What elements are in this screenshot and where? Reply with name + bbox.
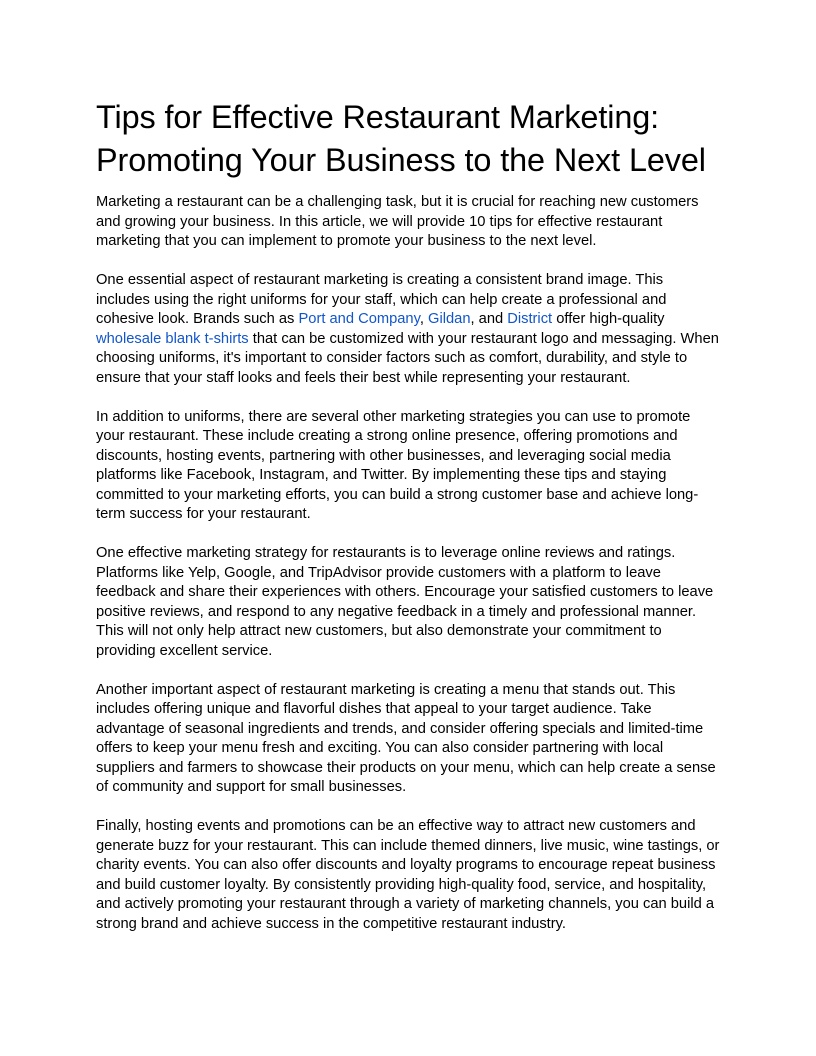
port-and-company-link[interactable]: Port and Company xyxy=(298,311,420,327)
title-line-1: Tips for Effective Restaurant Marketing: xyxy=(96,99,660,135)
wholesale-blank-tshirts-link[interactable]: wholesale blank t-shirts xyxy=(96,330,249,347)
title-line-2: Promoting Your Business to the Next Level xyxy=(96,142,706,178)
reviews-paragraph: One effective marketing strategy for restaurants is to leverage online reviews and ratings. Platforms like Yelp, Google, and TripAdvisor provide customers with a platform to leave feedback and share their experiences with others. Encourage your satisfied customers to leave positive reviews, and respond to any negative feedback in a timely and professional manner. This will not only help attract new customers, but also demonstrate your commitment to providing excellent service. xyxy=(96,545,714,659)
gildan-link[interactable]: Gildan xyxy=(428,311,471,327)
brand-text-3: that can be customized with your restaurant logo and messaging. When choosing uniforms, it's important to consider factors such as comfort, durability, and style to ensure that your staff looks and feels their best while representing your restaurant. xyxy=(96,330,719,386)
events-paragraph: Finally, hosting events and promotions can be an effective way to attract new customers and generate buzz for your restaurant. This can include themed dinners, live music, wine tastings, or charity events. You can also offer discounts and loyalty programs to encourage repeat business and build customer loyalty. By consistently providing high-quality food, service, and hospitality, and actively promoting your restaurant through a variety of marketing channels, you can build a strong brand and achieve success in the competitive restaurant industry. xyxy=(96,818,720,932)
strategies-paragraph: In addition to uniforms, there are several other marketing strategies you can use to promote your restaurant. These include creating a strong online presence, offering promotions and discounts, hosting events, partnering with other businesses, and leveraging social media platforms like Facebook, Instagram, and Twitter. By implementing these tips and staying committed to your marketing efforts, you can build a strong customer base and achieve long-term success for your restaurant. xyxy=(96,408,699,522)
district-link[interactable]: District xyxy=(507,311,553,327)
brand-paragraph xyxy=(96,271,720,388)
brand-text-2: offer high-quality xyxy=(552,311,665,327)
brand-separator-2: , and xyxy=(470,311,508,327)
brand-separator-1: , xyxy=(419,311,429,327)
intro-paragraph: Marketing a restaurant can be a challenging task, but it is crucial for reaching new customers and growing your business. In this article, we will provide 10 tips for effective restaurant marketing that you can implement to promote your business to the next level. xyxy=(96,194,699,249)
menu-paragraph: Another important aspect of restaurant marketing is creating a menu that stands out. This includes offering unique and flavorful dishes that appeal to your target audience. Take advantage of seasonal ingredients and trends, and consider offering specials and limited-time offers to keep your menu fresh and exciting. You can also consider partnering with local suppliers and farmers to showcase their products on your menu, which can help create a sense of community and support for small businesses. xyxy=(96,681,716,795)
brand-text-1: One essential aspect of restaurant marketing is creating a consistent brand image. This includes using the right uniforms for your staff, which can help create a professional and cohesive look. Brands such as xyxy=(96,272,667,327)
page-title xyxy=(96,96,720,182)
document-page xyxy=(96,96,720,954)
